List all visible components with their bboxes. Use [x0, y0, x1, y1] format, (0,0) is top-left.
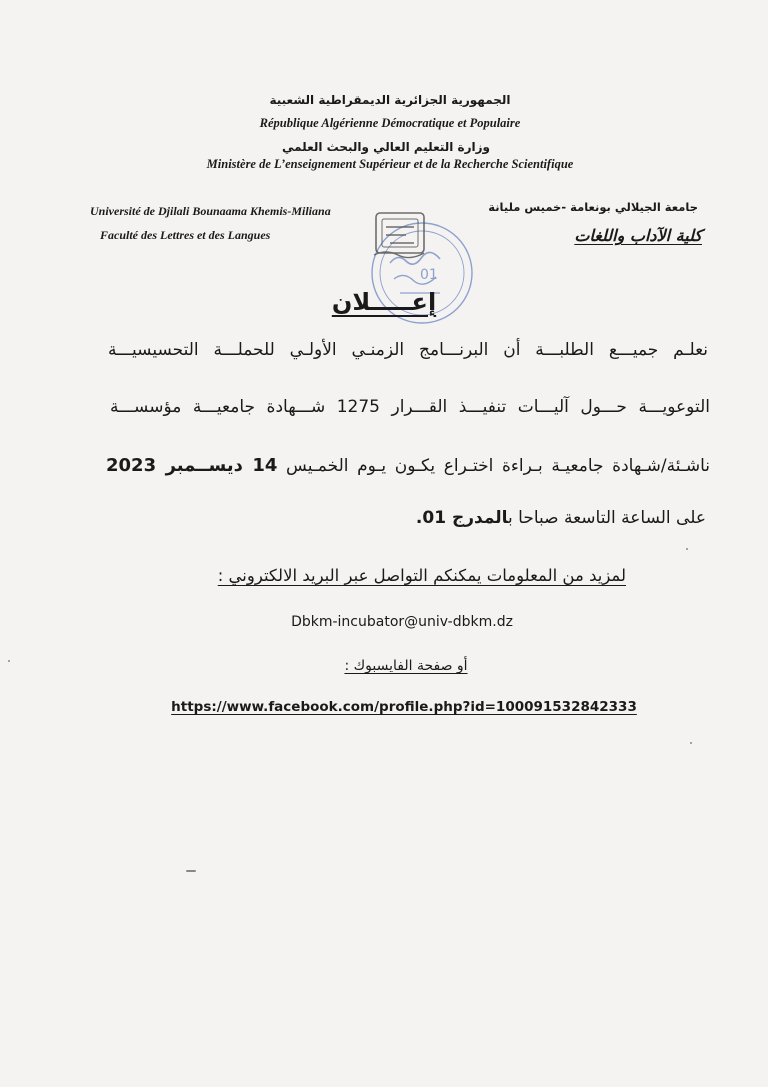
scan-speck [690, 742, 692, 744]
university-name-french: Université de Djilali Bounaama Khemis-Miliana [90, 204, 331, 218]
facebook-link[interactable]: https://www.facebook.com/profile.php?id=100091532842333 [171, 699, 637, 715]
header-ministry-french: Ministère de L’enseignement Supérieur et de la Recherche Scientifique [206, 157, 574, 171]
contact-intro: لمزيد من المعلومات يمكنكم التواصل عبر البريد الالكتروني : [217, 566, 626, 585]
scan-speck [8, 660, 10, 662]
scan-speck [186, 870, 196, 872]
announcement-title: إعـــــلان [331, 288, 437, 316]
contact-email[interactable]: Dbkm-incubator@univ-dbkm.dz [291, 614, 513, 630]
university-name-arabic: جامعة الجيلالي بونعامة -خميس مليانة [488, 200, 698, 214]
stamp-number: 01 [420, 267, 438, 283]
faculty-name-french: Faculté des Lettres et des Langues [100, 228, 271, 242]
faculty-name-arabic: كلية الآداب واللغات [574, 226, 702, 245]
line-4-text: على الساعة التاسعة صباحا ب [508, 508, 706, 528]
facebook-intro: أو صفحة الفايسبوك : [344, 658, 468, 674]
event-date: 14 ديســمبر 2023 [106, 455, 278, 476]
header-republic-french: République Algérienne Démocratique et Populaire [259, 116, 521, 130]
header-republic-arabic: الجمهورية الجزائرية الديمقراطية الشعبية [269, 93, 511, 107]
announcement-line-2: التوعويـــة حـــول آليـــات تنفيـــذ القـــرار 1275 شـــهادة جامعيـــة مؤسســـة [110, 397, 710, 417]
announcement-line-3 [106, 455, 710, 476]
university-logo-icon [374, 213, 424, 258]
header-ministry-arabic: وزارة التعليم العالي والبحث العلمي [281, 140, 491, 154]
event-location: المدرج 01. [415, 508, 508, 528]
line-3-text: ناشـئة/شـهادة جامعيـة بـراءة اختـراع يكـون يـوم الخمـيس [277, 456, 710, 476]
scan-speck [686, 548, 688, 550]
announcement-line-4 [416, 508, 706, 528]
announcement-line-1: نعلـم جميـــع الطلبـــة أن البرنـــامج الزمنـي الأولـي للحملـــة التحسيسيـــة [108, 340, 708, 360]
